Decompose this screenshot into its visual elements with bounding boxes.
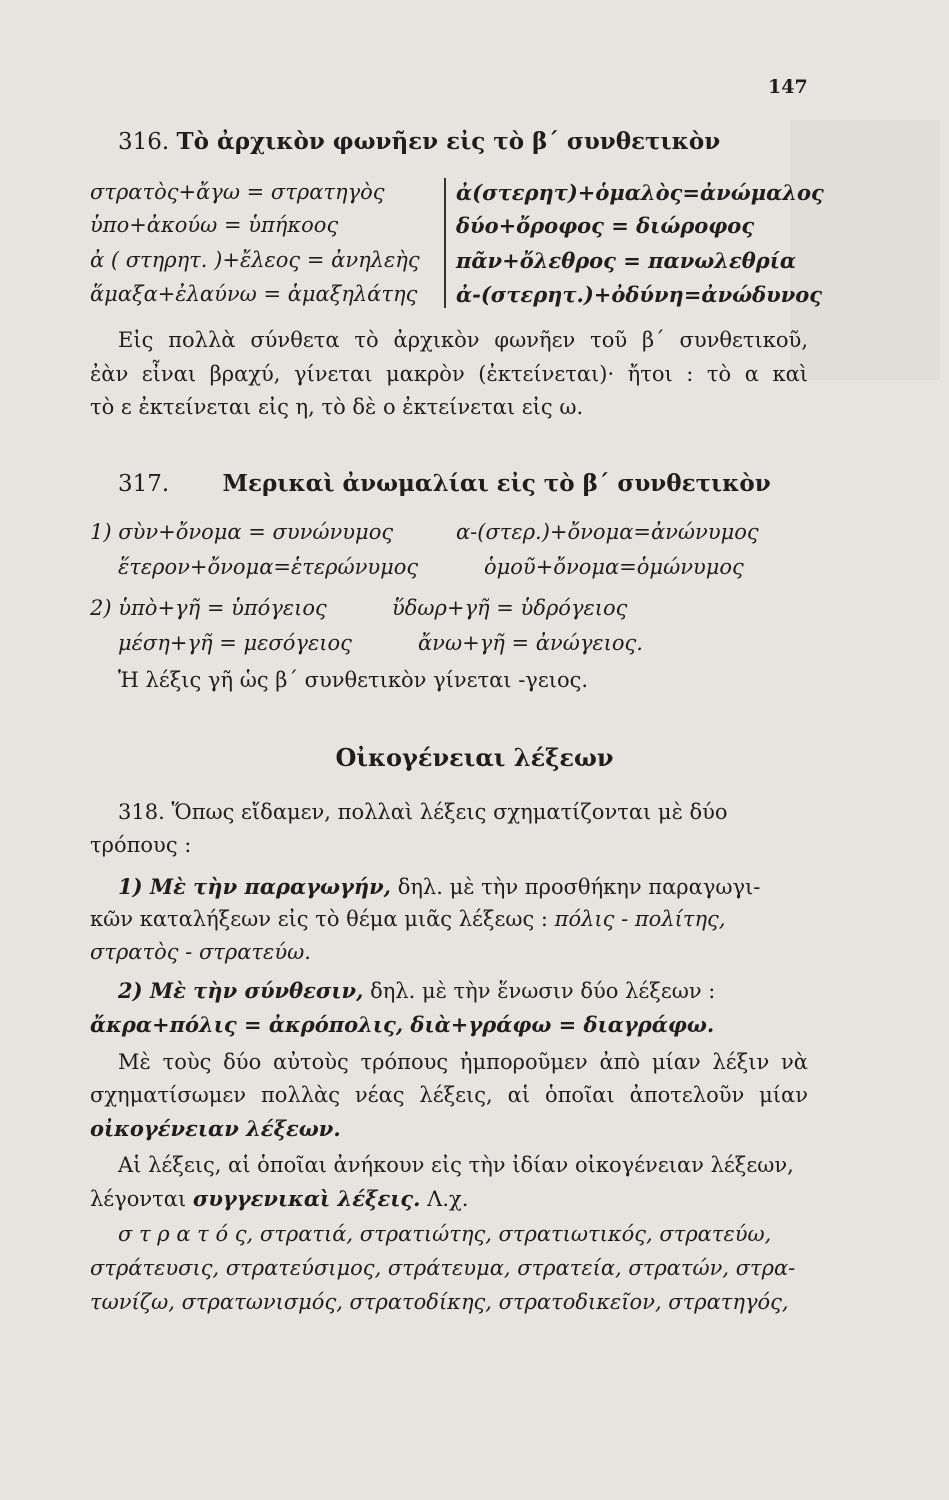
s316-para-line-1: Εἰς πολλὰ σύνθετα τὸ ἀρχικὸν φωνῆεν τοῦ β΄ συνθετικοῦ, <box>118 328 808 352</box>
s316-left-4: ἅμαξα+ἐλαύνω = ἁμαξηλάτης <box>90 282 418 306</box>
section-318-number: 318. <box>118 800 165 824</box>
s316-left-1: στρατὸς+ἄγω = στρατηγὸς <box>90 180 385 204</box>
s316-left-3: ἀ ( στηρητ. )+ἔλεος = ἀνηλεὴς <box>90 248 420 272</box>
item1-line-3: στρατὸς - στρατεύω. <box>90 940 311 964</box>
examples-line-1 <box>118 1222 771 1246</box>
family-para-line-2: σχηματίσωμεν πολλὰς νέας λέξεις, αἱ ὁποῖαι ἀποτελοῦν μίαν <box>90 1083 808 1107</box>
s318-line-1-text: Ὅπως εἴδαμεν, πολλαὶ λέξεις σχηματίζονται μὲ δύο <box>171 800 728 824</box>
related-para-a: λέγονται <box>90 1187 187 1211</box>
s317-row-2-left: ἕτερον+ὄνομα=ἑτερώνυμος <box>118 555 419 579</box>
item1-label: 1) Μὲ τὴν παραγωγήν, <box>118 874 391 899</box>
s316-right-2: δύο+ὄροφος = διώροφος <box>456 213 755 238</box>
item1-line2-text: κῶν καταλήξεων εἰς τὸ θέμα μιᾶς λέξεως : <box>90 907 548 931</box>
s318-line-1 <box>118 800 728 824</box>
item1-rest: δηλ. μὲ τὴν προσθήκην παραγωγι- <box>397 875 761 899</box>
s317-note: Ἡ λέξις γῆ ὡς β΄ συνθετικὸν γίνεται -γειος. <box>118 668 589 692</box>
section-317-number: 317. <box>118 471 170 497</box>
s317-row-1-right: α-(στερ.)+ὄνομα=ἀνώνυμος <box>456 520 759 544</box>
s316-right-3: πᾶν+ὄλεθρος = πανωλεθρία <box>456 248 797 273</box>
family-para-bold: οἰκογένειαν λέξεων. <box>90 1116 341 1141</box>
item2-line-1 <box>118 978 715 1003</box>
s317-row-4-right: ἄνω+γῆ = ἀνώγειος. <box>418 631 643 655</box>
item2-label: 2) Μὲ τὴν σύνθεσιν, <box>118 978 364 1003</box>
examples-line-2: στράτευσις, στρατεύσιμος, στράτευμα, στρατεία, στρατών, στρα- <box>90 1256 796 1280</box>
related-para-c: Λ.χ. <box>427 1187 469 1211</box>
item1-line-1 <box>118 874 760 899</box>
examples-first-word: σ τ ρ α τ ό ς, <box>118 1222 254 1246</box>
s317-row-1-left: 1) σὺν+ὄνομα = συνώνυμος <box>90 520 394 544</box>
s317-row-3-right: ὕδωρ+γῆ = ὑδρόγειος <box>392 596 628 620</box>
column-divider <box>444 178 446 308</box>
related-para-b: συγγενικαὶ λέξεις. <box>192 1186 421 1211</box>
s317-row-4-left: μέση+γῆ = μεσόγειος <box>118 631 352 655</box>
s316-right-1: ἀ(στερητ)+ὁμαλὸς=ἀνώμαλος <box>456 180 824 205</box>
item1-example: πόλις - πολίτης, <box>554 907 726 931</box>
family-para-line-1: Μὲ τοὺς δύο αὐτοὺς τρόπους ἠμποροῦμεν ἀπὸ μίαν λέξιν νὰ <box>118 1050 808 1074</box>
show-through-shadow <box>790 120 940 380</box>
s317-row-2-right: ὁμοῦ+ὄνομα=ὁμώνυμος <box>484 555 744 579</box>
s316-right-4: ἀ-(στερητ.)+ὀδύνη=ἀνώδυνος <box>456 282 823 307</box>
section-316-heading <box>118 128 720 155</box>
item2-line-2: ἄκρα+πόλις = ἀκρόπολις, διὰ+γράφω = διαγράφω. <box>90 1012 715 1037</box>
s316-para-line-2: ἐὰν εἶναι βραχύ, γίνεται μακρὸν (ἐκτείνεται)· ἤτοι : τὸ α καὶ <box>90 362 808 386</box>
s316-left-2: ὑπο+ἀκούω = ὑπήκοος <box>90 213 339 237</box>
section-317-heading <box>118 470 771 497</box>
related-para-line-2 <box>90 1186 468 1211</box>
section-317-title: Μερικαὶ ἀνωμαλίαι εἰς τὸ β΄ συνθετικὸν <box>222 470 771 497</box>
families-heading: Οἰκογένειαι λέξεων <box>335 743 614 772</box>
page-number: 147 <box>768 76 808 98</box>
s317-row-3-left: 2) ὑπὸ+γῆ = ὑπόγειος <box>90 596 327 620</box>
s318-line-2: τρόπους : <box>90 833 192 857</box>
item2-rest: δηλ. μὲ τὴν ἕνωσιν δύο λέξεων : <box>370 979 716 1003</box>
item1-line-2 <box>90 907 726 931</box>
s316-para-line-3: τὸ ε ἐκτείνεται εἰς η, τὸ δὲ ο ἐκτείνεται εἰς ω. <box>90 395 584 419</box>
section-316-number: 316. <box>118 129 170 155</box>
related-para-line-1: Αἱ λέξεις, αἱ ὁποῖαι ἀνήκουν εἰς τὴν ἰδίαν οἰκογένειαν λέξεων, <box>118 1153 794 1177</box>
examples-line-3: τωνίζω, στρατωνισμός, στρατοδίκης, στρατοδικεῖον, στρατηγός, <box>90 1290 789 1314</box>
section-316-title: Τὸ ἀρχικὸν φωνῆεν εἰς τὸ β΄ συνθετικὸν <box>176 128 721 155</box>
examples-line-1-rest: στρατιά, στρατιώτης, στρατιωτικός, στρατεύω, <box>259 1222 772 1246</box>
